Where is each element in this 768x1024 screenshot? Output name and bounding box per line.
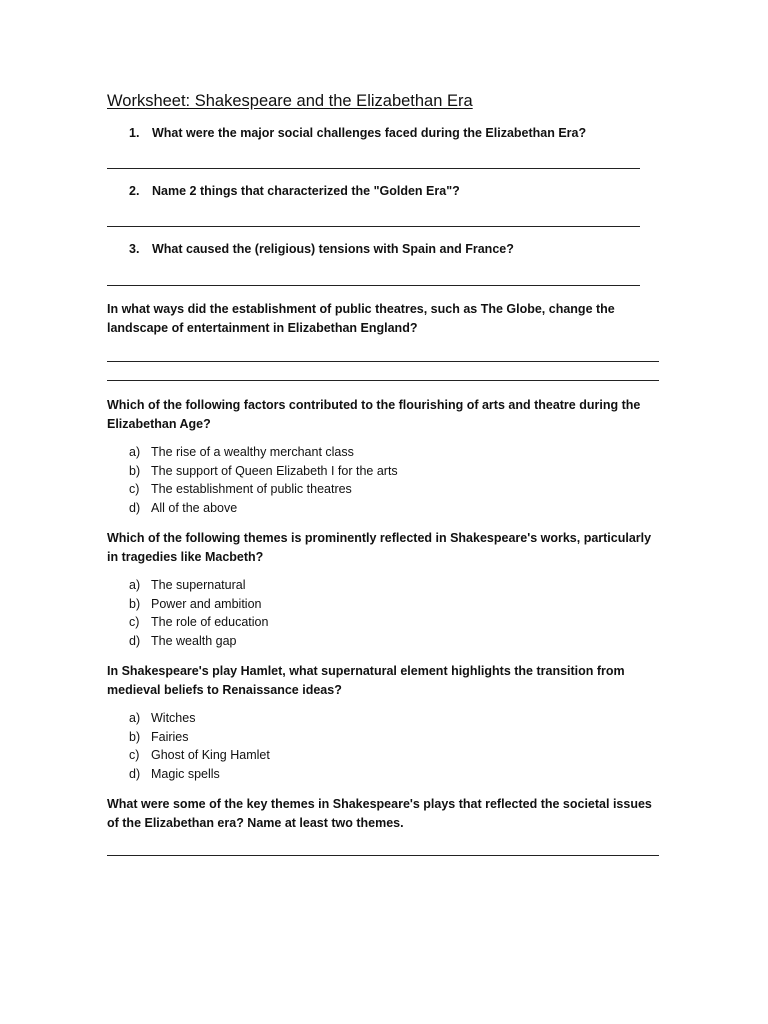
option-letter: d) (129, 766, 141, 781)
option-letter: c) (129, 482, 140, 496)
mc-question: Which of the following factors contributed to the flourishing of arts and theatre during the Elizabethan Age? (107, 398, 641, 431)
option-text: The rise of a wealthy merchant class (151, 445, 354, 459)
answer-line[interactable] (107, 361, 659, 362)
option-text: The supernatural (151, 578, 246, 592)
option-text: Ghost of King Hamlet (151, 748, 270, 762)
option-letter: d) (129, 633, 141, 648)
mc-option[interactable] (107, 632, 268, 651)
mc-options (107, 443, 398, 517)
option-letter: b) (129, 596, 141, 611)
mc-option[interactable] (107, 595, 268, 614)
mc-option[interactable] (107, 462, 398, 481)
option-text: Fairies (151, 729, 189, 744)
mc-option[interactable] (107, 728, 270, 747)
mc-options (107, 576, 268, 650)
mc-option[interactable] (107, 499, 398, 518)
mc-option[interactable] (107, 576, 268, 595)
mc-option[interactable] (107, 443, 398, 462)
mc-option[interactable] (107, 746, 270, 765)
question-text: What caused the (religious) tensions with Spain and France? (152, 242, 514, 256)
page-title: Worksheet: Shakespeare and the Elizabethan Era (107, 92, 473, 110)
question-number: 2. (129, 184, 140, 198)
option-letter: c) (129, 615, 140, 629)
option-text: All of the above (151, 500, 238, 515)
option-text: The wealth gap (151, 633, 237, 648)
option-text: Witches (151, 711, 196, 725)
option-text: Magic spells (151, 766, 220, 781)
question-number: 1. (129, 126, 140, 140)
mc-option[interactable] (107, 613, 268, 632)
mc-option[interactable] (107, 480, 398, 499)
option-text: Power and ambition (151, 596, 262, 611)
option-letter: d) (129, 500, 141, 515)
question-text: What were the major social challenges faced during the Elizabethan Era? (152, 126, 587, 140)
question-number: 3. (129, 242, 140, 256)
answer-line[interactable] (107, 380, 659, 381)
option-letter: b) (129, 463, 141, 478)
answer-line[interactable] (107, 168, 640, 169)
option-letter: a) (129, 578, 141, 592)
option-text: The role of education (151, 615, 269, 629)
answer-line[interactable] (107, 285, 640, 286)
mc-options (107, 709, 270, 783)
answer-line[interactable] (107, 226, 640, 227)
question-text: Name 2 things that characterized the "Golden Era"? (152, 184, 460, 198)
option-letter: a) (129, 711, 141, 725)
option-letter: a) (129, 445, 141, 459)
final-question: What were some of the key themes in Shakespeare's plays that reflected the societal issues of the Elizabethan era? Name at least two themes. (107, 797, 652, 830)
mc-option[interactable] (107, 709, 270, 728)
answer-line[interactable] (107, 855, 659, 856)
open-question: In what ways did the establishment of public theatres, such as The Globe, change the landscape of entertainment in Elizabethan England? (107, 302, 615, 335)
mc-question: Which of the following themes is prominently reflected in Shakespeare's works, particularly in tragedies like Macbeth? (107, 531, 652, 564)
option-text: The support of Queen Elizabeth I for the arts (151, 463, 398, 478)
mc-option[interactable] (107, 765, 270, 784)
option-letter: b) (129, 729, 141, 744)
option-letter: c) (129, 748, 140, 762)
mc-question: In Shakespeare's play Hamlet, what supernatural element highlights the transition from medieval beliefs to Renaissance ideas? (107, 664, 625, 697)
option-text: The establishment of public theatres (151, 482, 352, 496)
